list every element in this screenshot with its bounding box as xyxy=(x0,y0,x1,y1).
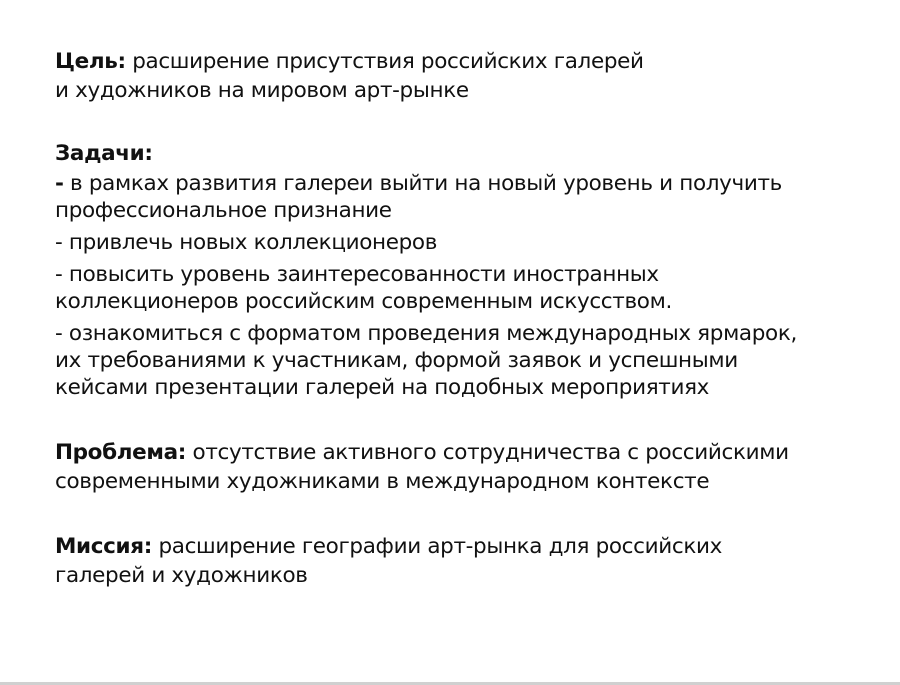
task-4-line-3: кейсами презентации галерей на подобных мероприятиях xyxy=(55,375,710,400)
problem-section xyxy=(55,438,875,496)
mission-line-1 xyxy=(55,532,875,561)
tasks-section xyxy=(55,139,875,401)
task-1-line-1 xyxy=(55,170,875,197)
task-1-text-1: в рамках развития галереи выйти на новый уровень и получить xyxy=(63,171,782,196)
tasks-heading: Задачи: xyxy=(55,141,153,166)
task-3-line-1: - повысить уровень заинтересованности иностранных xyxy=(55,262,659,287)
goal-line-2: и художников на мировом арт-рынке xyxy=(55,78,469,103)
goal-line-1 xyxy=(55,47,875,76)
task-item-1 xyxy=(55,170,875,224)
slide-content xyxy=(55,47,875,590)
task-1-dash: - xyxy=(55,171,64,196)
mission-text-1: расширение географии арт-рынка для российских xyxy=(151,534,722,559)
goal-text-1: расширение присутствия российских галерей xyxy=(125,49,644,74)
task-4-line-1: - ознакомиться с форматом проведения международных ярмарок, xyxy=(55,321,797,346)
task-2-line-1: - привлечь новых коллекционеров xyxy=(55,230,438,255)
task-3-line-2: коллекционеров российским современным искусством. xyxy=(55,289,672,314)
problem-label: Проблема: xyxy=(55,440,187,465)
mission-label: Миссия: xyxy=(55,534,152,559)
mission-section xyxy=(55,532,875,590)
problem-text-1: отсутствие активного сотрудничества с российскими xyxy=(186,440,789,465)
task-item-4 xyxy=(55,320,875,401)
problem-line-2: современными художниками в международном контексте xyxy=(55,469,710,494)
task-1-line-2: профессиональное признание xyxy=(55,198,392,223)
task-item-2 xyxy=(55,229,875,256)
task-item-3 xyxy=(55,261,875,315)
task-4-line-2: их требованиями к участникам, формой заявок и успешными xyxy=(55,348,738,373)
goal-label: Цель: xyxy=(55,49,126,74)
goal-section xyxy=(55,47,875,105)
problem-line-1 xyxy=(55,438,875,467)
mission-line-2: галерей и художников xyxy=(55,563,308,588)
